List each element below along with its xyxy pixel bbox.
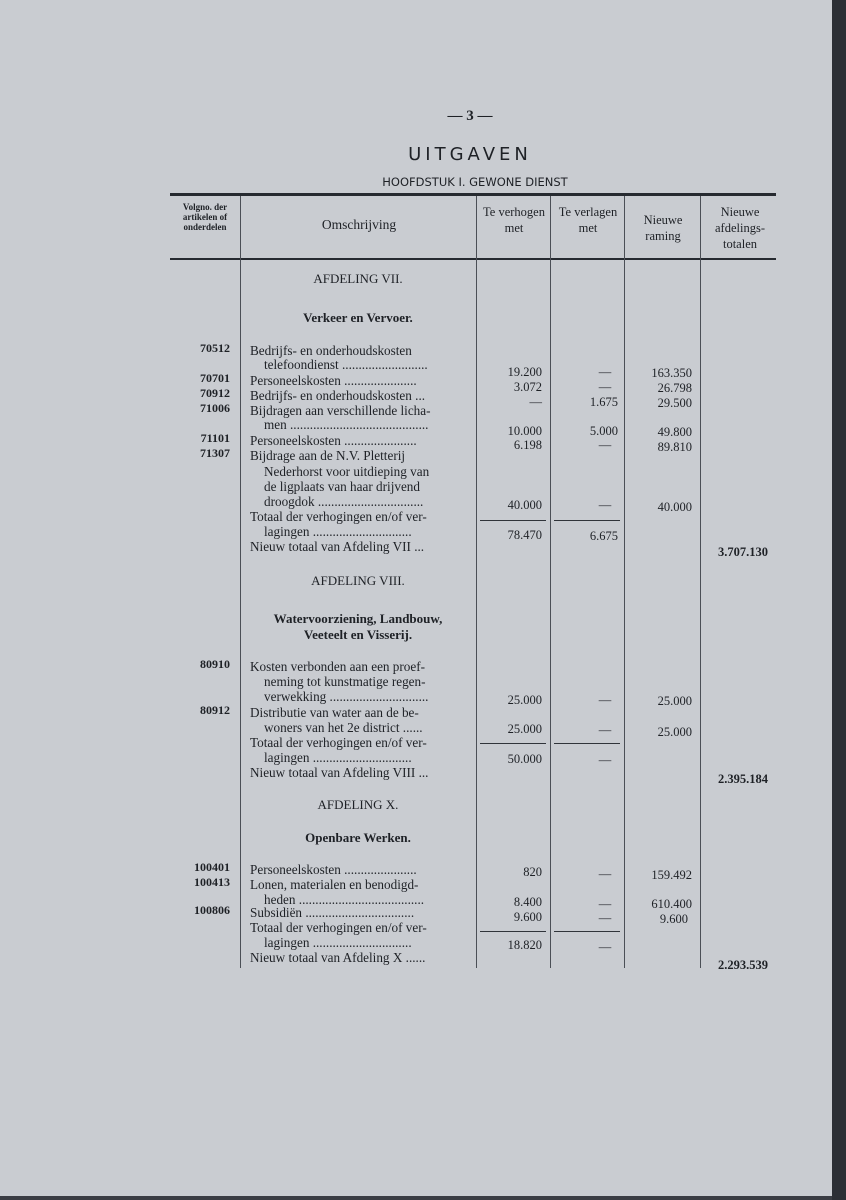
article-number: 71307 bbox=[200, 446, 230, 460]
header-description: Omschrijving bbox=[321, 217, 397, 232]
decrease-value: — bbox=[598, 438, 612, 452]
new-section-total-value: 3.707.130 bbox=[718, 545, 768, 559]
page-title: UITGAVEN bbox=[408, 144, 532, 165]
new-estimate-value: 163.350 bbox=[651, 366, 692, 380]
article-number: 80912 bbox=[200, 703, 230, 717]
increase-value: 3.072 bbox=[513, 380, 542, 394]
article-number: 100401 bbox=[194, 860, 230, 874]
decrease-value: — bbox=[598, 911, 612, 925]
header-article-number: Volgno. der artikelen of onderdelen bbox=[182, 202, 228, 232]
increase-value: — bbox=[529, 395, 542, 409]
section-7-title: AFDELING VII. bbox=[313, 271, 403, 286]
row-description: verwekking .............................. bbox=[264, 689, 429, 704]
column-divider-5 bbox=[700, 196, 701, 968]
total-decrease-value: 6.675 bbox=[589, 529, 618, 543]
sum-rule bbox=[554, 520, 620, 521]
article-number: 70912 bbox=[200, 386, 230, 400]
section-7-subtitle: Verkeer en Vervoer. bbox=[303, 310, 413, 325]
row-description: Lonen, materialen en benodigd- bbox=[250, 877, 419, 892]
new-section-total-label: Nieuw totaal van Afdeling X ...... bbox=[250, 950, 426, 965]
row-description: Distributie van water aan de be- bbox=[250, 705, 419, 720]
new-estimate-value: 89.810 bbox=[657, 440, 692, 454]
row-description: de ligplaats van haar drijvend bbox=[264, 479, 420, 494]
totals-label: Totaal der verhogingen en/of ver- bbox=[250, 920, 427, 935]
decrease-value: — bbox=[598, 365, 612, 379]
new-estimate-value: 9.600 bbox=[659, 912, 688, 926]
chapter-subtitle: HOOFDSTUK I. GEWONE DIENST bbox=[382, 175, 568, 189]
new-estimate-value: 25.000 bbox=[657, 725, 692, 739]
scan-border bbox=[832, 0, 846, 1200]
decrease-value: — bbox=[598, 380, 612, 394]
column-divider-2 bbox=[476, 196, 477, 968]
increase-value: 40.000 bbox=[507, 498, 542, 512]
totals-label: lagingen .............................. bbox=[264, 750, 412, 765]
decrease-value: — bbox=[598, 693, 612, 707]
article-number: 70701 bbox=[200, 371, 230, 385]
row-description: Personeelskosten ...................... bbox=[250, 433, 417, 448]
total-increase-value: 18.820 bbox=[507, 938, 542, 952]
section-8-title: AFDELING VIII. bbox=[311, 573, 405, 588]
increase-value: 25.000 bbox=[507, 722, 542, 736]
row-description: neming tot kunstmatige regen- bbox=[264, 674, 426, 689]
increase-value: 820 bbox=[523, 865, 542, 879]
new-estimate-value: 49.800 bbox=[657, 425, 692, 439]
row-description: woners van het 2e district ...... bbox=[264, 720, 423, 735]
total-increase-value: 78.470 bbox=[507, 528, 542, 542]
new-estimate-value: 40.000 bbox=[657, 500, 692, 514]
header-new-estimate: Nieuwe raming bbox=[643, 213, 683, 243]
article-number: 100413 bbox=[194, 875, 230, 889]
page-number: — 3 — bbox=[447, 108, 493, 124]
new-estimate-value: 610.400 bbox=[651, 897, 692, 911]
column-divider-4 bbox=[624, 196, 625, 968]
section-10-title: AFDELING X. bbox=[317, 797, 399, 812]
column-divider-1 bbox=[240, 196, 241, 968]
totals-label: Totaal der verhogingen en/of ver- bbox=[250, 735, 427, 750]
section-8-subtitle: Watervoorziening, Landbouw, bbox=[273, 611, 443, 626]
sum-rule bbox=[480, 931, 546, 932]
decrease-value: — bbox=[598, 723, 612, 737]
new-estimate-value: 26.798 bbox=[657, 381, 692, 395]
new-section-total-label: Nieuw totaal van Afdeling VII ... bbox=[250, 539, 425, 554]
section-10-subtitle: Openbare Werken. bbox=[305, 830, 411, 845]
new-estimate-value: 159.492 bbox=[651, 868, 692, 882]
row-description: Subsidiën ................................. bbox=[250, 905, 415, 920]
article-number: 71006 bbox=[200, 401, 230, 415]
new-estimate-value: 29.500 bbox=[657, 396, 692, 410]
row-description: men .......................................... bbox=[264, 417, 429, 432]
decrease-value: 1.675 bbox=[589, 395, 618, 409]
new-estimate-value: 25.000 bbox=[657, 694, 692, 708]
row-description: Bijdrage aan de N.V. Pletterij bbox=[250, 448, 406, 463]
sum-rule bbox=[480, 520, 546, 521]
total-decrease-value: — bbox=[598, 940, 612, 954]
increase-value: 19.200 bbox=[507, 365, 542, 379]
new-section-total-label: Nieuw totaal van Afdeling VIII ... bbox=[250, 765, 429, 780]
increase-value: 10.000 bbox=[507, 424, 542, 438]
row-description: heden ...................................... bbox=[264, 892, 425, 907]
header-decrease: Te verlagen met bbox=[558, 205, 618, 235]
row-description: Bedrijfs- en onderhoudskosten bbox=[250, 343, 412, 358]
totals-label: lagingen .............................. bbox=[264, 935, 412, 950]
increase-value: 6.198 bbox=[513, 438, 542, 452]
totals-label: lagingen .............................. bbox=[264, 524, 412, 539]
header-section-totals: Nieuwe afdelings- totalen bbox=[715, 205, 765, 251]
section-8-subtitle: Veeteelt en Visserij. bbox=[303, 627, 413, 642]
row-description: Bijdragen aan verschillende licha- bbox=[250, 403, 431, 418]
total-increase-value: 50.000 bbox=[507, 752, 542, 766]
row-description: Personeelskosten ...................... bbox=[250, 862, 417, 877]
decrease-value: — bbox=[598, 867, 612, 881]
decrease-value: 5.000 bbox=[589, 424, 618, 438]
header-increase: Te verhogen met bbox=[483, 205, 545, 235]
article-number: 70512 bbox=[200, 341, 230, 355]
row-description: telefoondienst .......................... bbox=[264, 357, 428, 372]
row-description: Kosten verbonden aan een proef- bbox=[250, 659, 426, 674]
header-bottom-rule bbox=[170, 258, 776, 260]
column-divider-3 bbox=[550, 196, 551, 968]
new-section-total-value: 2.395.184 bbox=[718, 772, 768, 786]
sum-rule bbox=[554, 931, 620, 932]
increase-value: 25.000 bbox=[507, 693, 542, 707]
decrease-value: — bbox=[598, 897, 612, 911]
increase-value: 9.600 bbox=[513, 910, 542, 924]
increase-value: 8.400 bbox=[513, 895, 542, 909]
new-section-total-value: 2.293.539 bbox=[718, 958, 768, 972]
row-description: Personeelskosten ...................... bbox=[250, 373, 417, 388]
sum-rule bbox=[480, 743, 546, 744]
row-description: Bedrijfs- en onderhoudskosten ... bbox=[250, 388, 426, 403]
article-number: 71101 bbox=[200, 431, 230, 445]
article-number: 100806 bbox=[194, 903, 230, 917]
article-number: 80910 bbox=[200, 657, 230, 671]
row-description: Nederhorst voor uitdieping van bbox=[264, 464, 430, 479]
decrease-value: — bbox=[598, 498, 612, 512]
totals-label: Totaal der verhogingen en/of ver- bbox=[250, 509, 427, 524]
table-top-rule bbox=[170, 193, 776, 196]
sum-rule bbox=[554, 743, 620, 744]
total-decrease-value: — bbox=[598, 753, 612, 767]
row-description: droogdok ................................ bbox=[264, 494, 424, 509]
